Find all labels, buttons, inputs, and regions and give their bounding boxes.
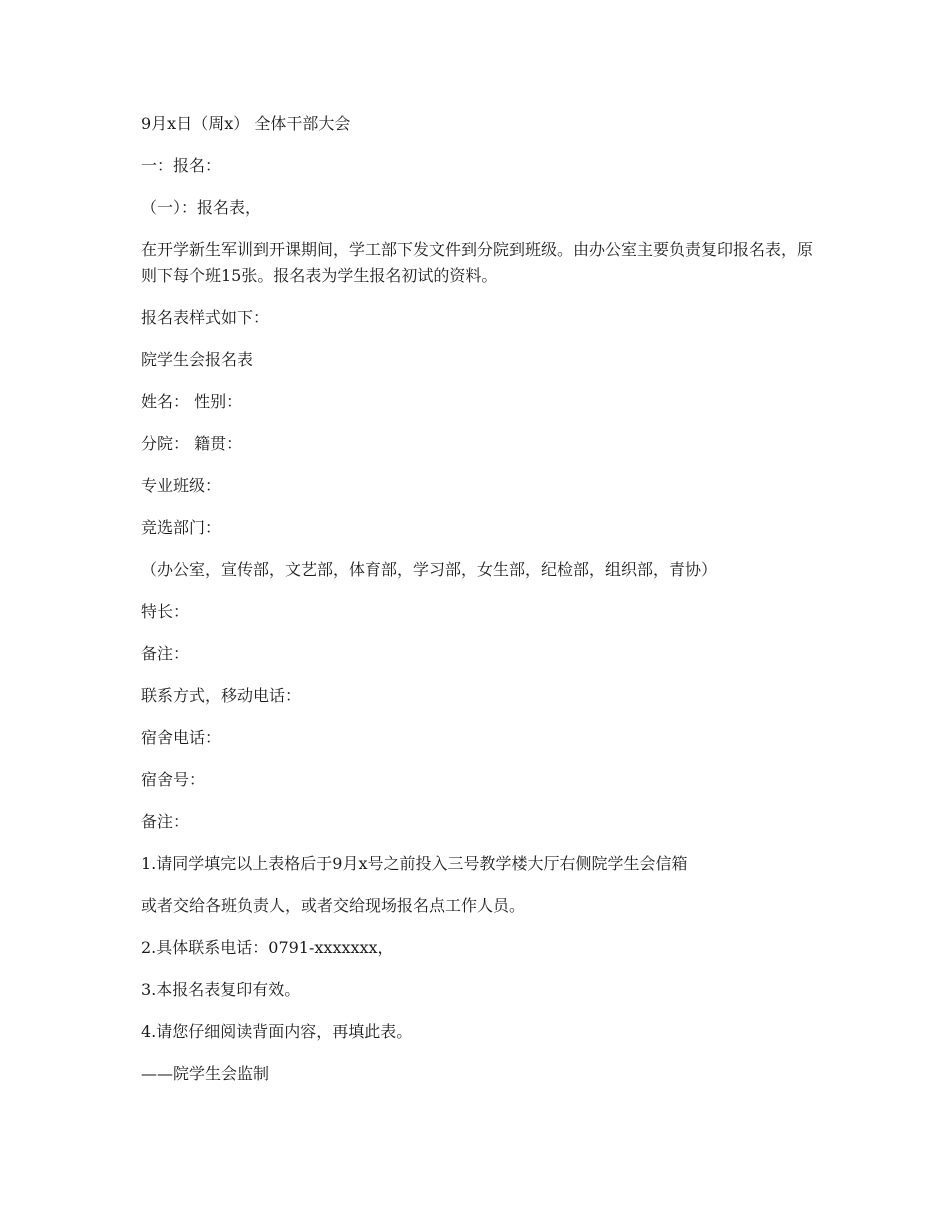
form-field-major-class: 专业班级： <box>141 476 222 495</box>
note-4: 4.请您仔细阅读背面内容，再填此表。 <box>141 1022 413 1041</box>
meeting-title: 9月x日（周x） 全体干部大会 <box>141 114 351 133</box>
form-field-dorm-number: 宿舍号： <box>141 770 206 789</box>
section-heading-registration: 一：报名： <box>141 156 222 175</box>
form-field-branch-hometown: 分院： 籍贯： <box>141 434 243 453</box>
department-options: （办公室，宣传部，文艺部，体育部，学习部，女生部，纪检部，组织部，青协） <box>141 560 718 579</box>
form-sample-intro: 报名表样式如下： <box>141 308 270 327</box>
notes-heading: 备注： <box>141 812 190 831</box>
form-field-specialty: 特长： <box>141 602 190 621</box>
form-field-department: 竞选部门： <box>141 518 222 537</box>
signature-line: ——院学生会监制 <box>141 1064 270 1083</box>
form-description-paragraph: 在开学新生军训到开课期间，学工部下发文件到分院到班级。由办公室主要负责复印报名表，原则下每个班15张。报名表为学生报名初试的资料。 <box>141 240 814 285</box>
note-1: 1.请同学填完以上表格后于9月x号之前投入三号教学楼大厅右侧院学生会信箱 <box>141 854 688 873</box>
note-3: 3.本报名表复印有效。 <box>141 980 301 999</box>
form-title: 院学生会报名表 <box>141 350 254 369</box>
subsection-heading-form: （一）：报名表， <box>141 198 262 217</box>
form-field-mobile: 联系方式，移动电话： <box>141 686 302 705</box>
note-2-contact: 2.具体联系电话：0791-xxxxxxx， <box>141 938 394 957</box>
form-field-dorm-phone: 宿舍电话： <box>141 728 222 747</box>
note-1-continued: 或者交给各班负责人，或者交给现场报名点工作人员。 <box>141 896 526 915</box>
document-page <box>141 111 821 1103</box>
form-field-remarks: 备注： <box>141 644 190 663</box>
form-field-name-gender: 姓名： 性别： <box>141 392 243 411</box>
